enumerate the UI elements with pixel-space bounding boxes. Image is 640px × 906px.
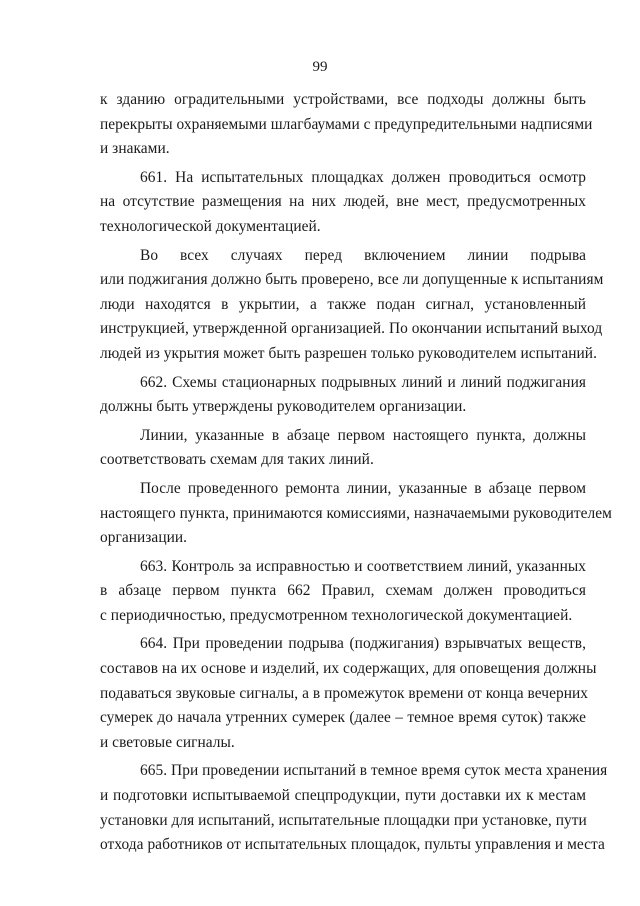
paragraph-line: и подготовки испытываемой спецпродукции, пути доставки их к местам <box>100 787 586 805</box>
paragraph-line: Линии, указанные в абзаце первом настоящего пункта, должны <box>140 426 586 444</box>
paragraph <box>100 632 597 755</box>
paragraph-line: 663. Контроль за исправностью и соответствием линий, указанных <box>140 557 586 575</box>
paragraph-line: 661. На испытательных площадках должен проводиться осмотр <box>140 168 586 186</box>
paragraph-line: людей из укрытия может быть разрешен только руководителем испытаний. <box>100 344 597 362</box>
paragraph-line: перекрыты охраняемыми шлагбаумами с предупредительными надписями <box>100 115 593 133</box>
paragraph-line: или поджигания должно быть проверено, все ли допущенные к испытаниям <box>100 271 604 289</box>
paragraph-line: должны быть утверждены руководителем организации. <box>100 398 467 416</box>
paragraph-line: 664. При проведении подрыва (поджигания) взрывчатых веществ, <box>140 635 586 653</box>
paragraph-line: соответствовать схемам для таких линий. <box>100 451 374 469</box>
paragraph-line: инструкцией, утвержденной организацией. По окончании испытаний выход <box>100 320 603 338</box>
paragraph-line: Во всех случаях перед включением линии подрыва <box>140 246 586 264</box>
paragraph-line: технологической документацией. <box>100 217 321 235</box>
paragraph-line: После проведенного ремонта линии, указанные в абзаце первом <box>140 479 586 497</box>
paragraph <box>100 244 604 367</box>
page-number: 99 <box>312 59 328 75</box>
paragraph-line: на отсутствие размещения на них людей, вне мест, предусмотренных <box>100 193 586 211</box>
paragraph-line: в абзаце первом пункта 662 Правил, схемам должен проводиться <box>100 582 586 600</box>
paragraph-line: с периодичностью, предусмотренном технологической документацией. <box>100 606 573 624</box>
paragraph-line: и знаками. <box>100 140 170 158</box>
paragraph-line: составов на их основе и изделий, их содержащих, для оповещения должны <box>100 660 597 678</box>
paragraph <box>100 759 608 857</box>
paragraph-line: сумерек до начала утренних сумерек (далее – темное время суток) также <box>100 709 586 727</box>
paragraph-line: 662. Схемы стационарных подрывных линий и линий поджигания <box>140 373 586 391</box>
paragraph-line: люди находятся в укрытии, а также подан сигнал, установленный <box>100 295 586 313</box>
paragraph <box>100 88 593 162</box>
paragraph-line: отхода работников от испытательных площадок, пульты управления и места <box>100 836 605 854</box>
paragraph-line: к зданию оградительными устройствами, все подходы должны быть <box>100 91 586 108</box>
document-body <box>100 88 612 858</box>
paragraph <box>100 371 586 420</box>
paragraph <box>100 477 612 551</box>
paragraph-line: и световые сигналы. <box>100 733 235 751</box>
paragraph <box>100 555 586 629</box>
paragraph <box>100 424 586 473</box>
paragraph-line: подаваться звуковые сигналы, а в промежуток времени от конца вечерних <box>100 684 589 702</box>
paragraph <box>100 166 586 240</box>
paragraph-line: настоящего пункта, принимаются комиссиями, назначаемыми руководителем <box>100 504 612 522</box>
paragraph-line: 665. При проведении испытаний в темное время суток места хранения <box>140 762 608 780</box>
paragraph-line: организации. <box>100 529 188 547</box>
paragraph-line: установки для испытаний, испытательные площадки при установке, пути <box>100 811 587 829</box>
